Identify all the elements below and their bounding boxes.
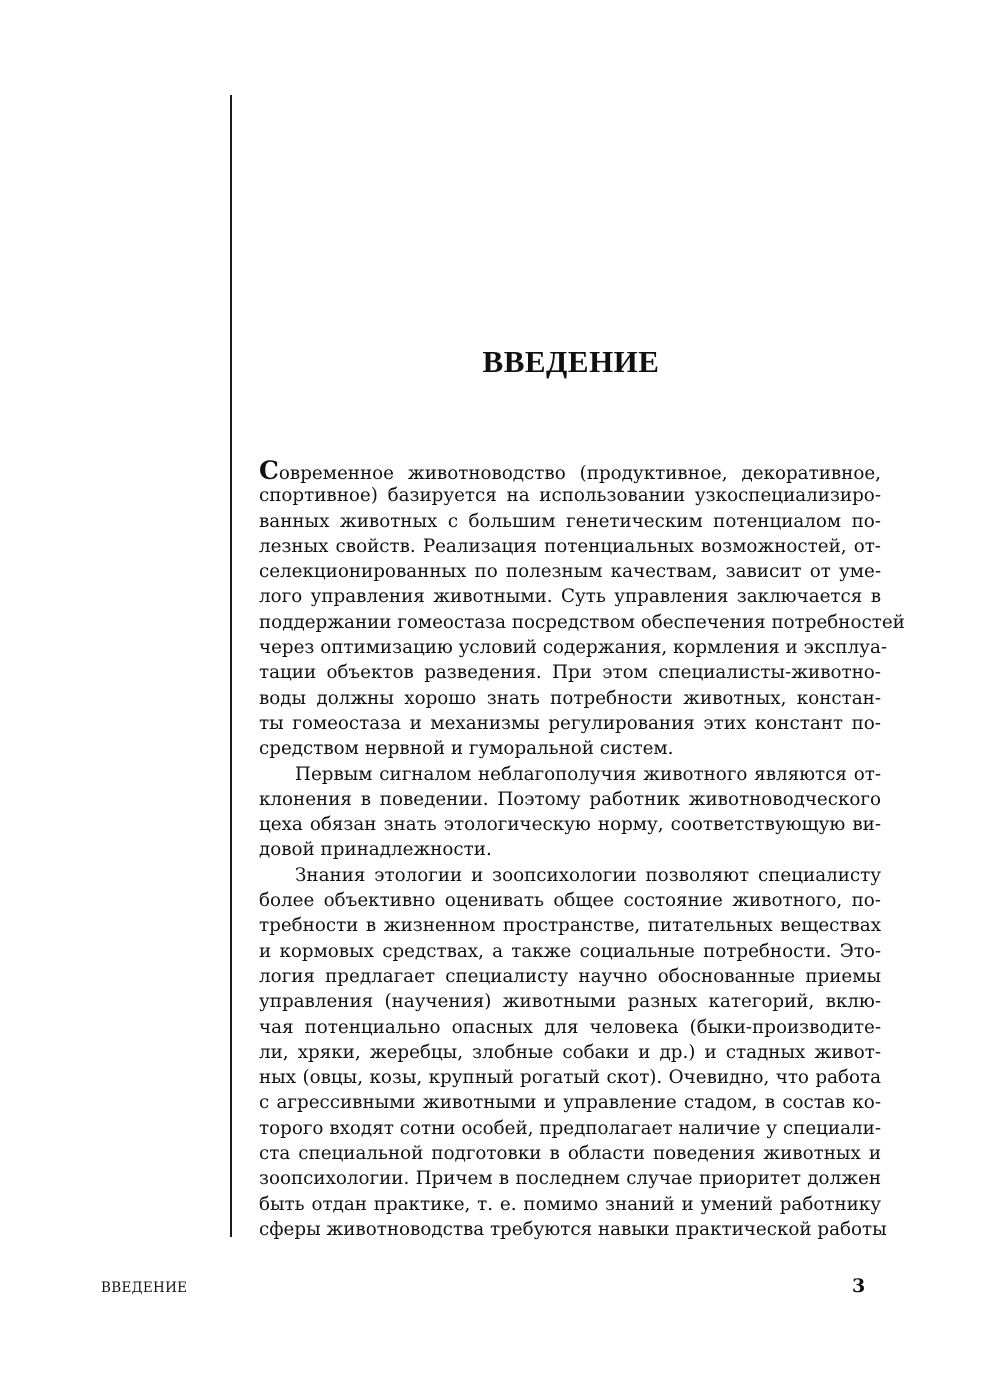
text-line: поддержании гомеостаза посредством обеспечения потребностей [259, 611, 905, 633]
text-line: средством нервной и гуморальной систем. [259, 738, 674, 760]
text-line: Знания этологии и зоопсихологии позволяют специалисту [295, 864, 881, 886]
text-line: ных (овцы, козы, крупный рогатый скот). Очевидно, что работа [259, 1067, 881, 1089]
text-line: цеха обязан знать этологическую норму, соответствующую ви- [259, 814, 881, 836]
text-line: и кормовых средствах, а также социальные потребности. Это- [259, 940, 881, 962]
text-line [259, 458, 881, 483]
text-line: ты гомеостаза и механизмы регулирования этих констант по- [259, 712, 881, 734]
text-line: логия предлагает специалисту научно обоснованные приемы [259, 965, 881, 987]
text-line: более объективно оценивать общее состояние животного, по- [259, 890, 881, 912]
text-line: с агрессивными животными и управление стадом, в состав ко- [259, 1092, 881, 1114]
text-line: довой принадлежности. [259, 839, 492, 861]
text-line: тации объектов разведения. При этом специалисты-животно- [259, 662, 881, 684]
text-line: воды должны хорошо знать потребности животных, констан- [259, 687, 881, 709]
drop-cap: С [259, 456, 279, 485]
margin-rule [230, 95, 232, 1237]
text-line: зоопсихологии. Причем в последнем случае приоритет должен [259, 1168, 881, 1190]
text-line: Первым сигналом неблагополучия животного являются от- [295, 763, 881, 785]
text-line: клонения в поведении. Поэтому работник животноводческого [259, 788, 881, 810]
text-line-content: овременное животноводство (продуктивное, декоративное, [278, 463, 881, 484]
text-line: ста специальной подготовки в области поведения животных и [259, 1143, 881, 1165]
body-text [259, 456, 905, 1242]
text-line: лого управления животными. Суть управления заключается в [259, 586, 881, 608]
text-line: ли, хряки, жеребцы, злобные собаки и др.) и стадных живот- [259, 1041, 881, 1063]
chapter-title: ВВЕДЕНИЕ [482, 344, 660, 379]
text-line: торого входят сотни особей, предполагает наличие у специали- [259, 1117, 881, 1139]
page-number: 3 [852, 1275, 866, 1297]
text-line: спортивное) базируется на использовании узкоспециализиро- [259, 485, 881, 507]
text-line: селекционированных по полезным качествам, зависит от уме- [259, 561, 881, 583]
text-line: ванных животных с большим генетическим потенциалом по- [259, 510, 881, 532]
text-line: чая потенциально опасных для человека (быки-производите- [259, 1016, 881, 1038]
text-line: сферы животноводства требуются навыки практической работы [259, 1218, 887, 1240]
text-line: требности в жизненном пространстве, питательных веществах [259, 915, 881, 937]
text-line: управления (научения) животными разных категорий, вклю- [259, 991, 881, 1013]
running-head: ВВЕДЕНИЕ [101, 1280, 188, 1296]
text-line: лезных свойств. Реализация потенциальных возможностей, от- [259, 535, 881, 557]
text-line: через оптимизацию условий содержания, кормления и эксплуа- [259, 637, 888, 659]
text-line: быть отдан практике, т. е. помимо знаний и умений работнику [259, 1193, 881, 1215]
